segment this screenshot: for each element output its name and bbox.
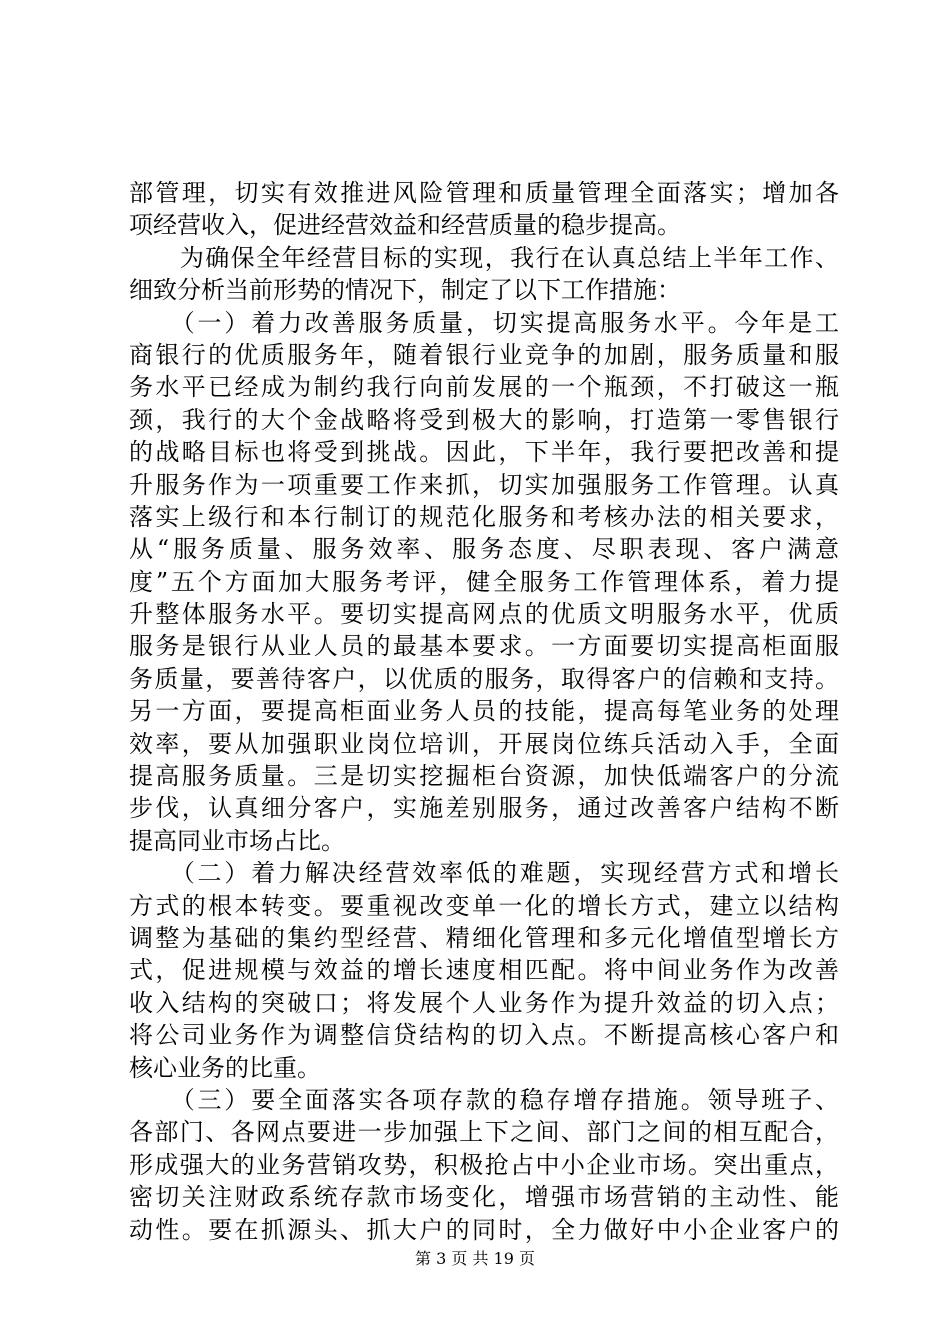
text-line: 步伐，认真细分客户，实施差别服务，通过改善客户结构不断 — [129, 794, 839, 823]
text-line: 各部门、各网点要进一步加强上下之间、部门之间的相互配合， — [129, 1118, 839, 1147]
text-line: 为确保全年经营目标的实现，我行在认真总结上半年工作、 — [129, 243, 839, 272]
text-line: 务质量，要善待客户，以优质的服务，取得客户的信赖和支持。 — [129, 664, 839, 693]
text-line: 颈，我行的大个金战略将受到极大的影响，打造第一零售银行 — [129, 405, 839, 434]
page-footer: 第 3 页 共 19 页 — [415, 1249, 535, 1268]
text-line: 项经营收入，促进经营效益和经营质量的稳步提高。 — [129, 211, 681, 240]
body-text — [129, 177, 839, 1246]
text-line: 收入结构的突破口；将发展个人业务作为提升效益的切入点； — [129, 988, 839, 1017]
text-line: 升整体服务水平。要切实提高网点的优质文明服务水平，优质 — [129, 600, 839, 629]
text-line: （二）着力解决经营效率低的难题，实现经营方式和增长 — [129, 859, 839, 888]
text-line: 将公司业务作为调整信贷结构的切入点。不断提高核心客户和 — [129, 1021, 839, 1050]
text-line: 调整为基础的集约型经营、精细化管理和多元化增值型增长方 — [129, 923, 839, 952]
text-line: （一）着力改善服务质量，切实提高服务水平。今年是工 — [129, 308, 839, 337]
text-line: 细致分析当前形势的情况下，制定了以下工作措施： — [129, 276, 681, 305]
text-line: 另一方面，要提高柜面业务人员的技能，提高每笔业务的处理 — [129, 697, 839, 726]
text-line: 落实上级行和本行制订的规范化服务和考核办法的相关要求， — [129, 502, 839, 531]
text-line: 服务是银行从业人员的最基本要求。一方面要切实提高柜面服 — [129, 632, 839, 661]
text-line: 方式的根本转变。要重视改变单一化的增长方式，建立以结构 — [129, 891, 839, 920]
text-line: 核心业务的比重。 — [129, 1053, 321, 1082]
text-line: 密切关注财政系统存款市场变化，增强市场营销的主动性、能 — [129, 1183, 839, 1212]
text-line: 度”五个方面加大服务考评，健全服务工作管理体系，着力提 — [129, 567, 839, 596]
text-line: 提高同业市场占比。 — [129, 826, 345, 855]
text-line: 升服务作为一项重要工作来抓，切实加强服务工作管理。认真 — [129, 470, 839, 499]
text-line: 从“服务质量、服务效率、服务态度、尽职表现、客户满意 — [129, 535, 839, 564]
text-line: 部管理，切实有效推进风险管理和质量管理全面落实；增加各 — [129, 179, 839, 207]
text-line: 商银行的优质服务年，随着银行业竞争的加剧，服务质量和服 — [129, 340, 839, 369]
text-line: 形成强大的业务营销攻势，积极抢占中小企业市场。突出重点， — [129, 1150, 839, 1179]
text-line: 务水平已经成为制约我行向前发展的一个瓶颈，不打破这一瓶 — [129, 373, 839, 402]
text-line: （三）要全面落实各项存款的稳存增存措施。领导班子、 — [129, 1085, 839, 1114]
text-line: 动性。要在抓源头、抓大户的同时，全力做好中小企业客户的 — [129, 1215, 839, 1244]
text-line: 提高服务质量。三是切实挖掘柜台资源，加快低端客户的分流 — [129, 762, 839, 791]
text-line: 的战略目标也将受到挑战。因此，下半年，我行要把改善和提 — [129, 438, 839, 467]
text-line: 效率，要从加强职业岗位培训，开展岗位练兵活动入手，全面 — [129, 729, 839, 758]
text-line: 式，促进规模与效益的增长速度相匹配。将中间业务作为改善 — [129, 956, 839, 985]
